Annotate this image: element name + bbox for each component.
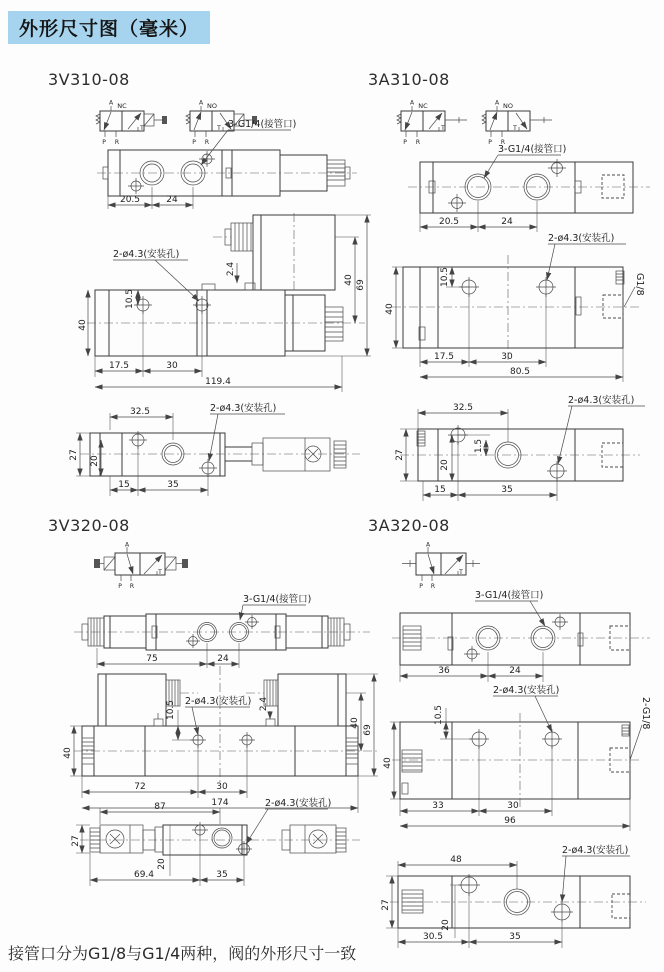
dim-label: 20: [441, 919, 451, 931]
dim-label: 27: [69, 449, 79, 461]
dim-label: 30: [501, 352, 513, 362]
dim-label: 15: [434, 485, 446, 495]
dim-label: 17.5: [108, 361, 130, 371]
dimensions: [385, 267, 623, 382]
port-a: A: [409, 99, 415, 107]
dim-label: 27: [381, 899, 391, 911]
callout-leader: [155, 260, 199, 301]
port-r: R: [430, 583, 436, 590]
dim-label: 69.4: [133, 870, 155, 880]
thread-leader: [624, 287, 635, 307]
dimensions: [383, 705, 630, 831]
model-label-3v320: 3V320-08: [48, 516, 130, 535]
dim-label: 20: [90, 455, 100, 467]
no-label: NO: [503, 102, 513, 110]
mounting-hole-callout: 2-ø4.3(安装孔): [210, 403, 277, 414]
dim-label: 72: [134, 782, 146, 792]
model-label-3a310: 3A310-08: [368, 70, 450, 89]
dim-label: 36: [438, 666, 450, 676]
dim-label: 30: [216, 782, 228, 792]
dim-label: 17.5: [433, 352, 455, 362]
dim-label: 20: [440, 459, 450, 471]
dim-label: 24: [509, 666, 521, 676]
port-a: A: [108, 99, 114, 107]
v310-bottom-view-drawing: [60, 393, 370, 508]
dim-label: 1.5: [474, 438, 484, 454]
centerlines: [392, 255, 640, 360]
centerlines: [392, 713, 640, 808]
mounting-hole-callout: 2-ø4.3(安装孔): [562, 845, 629, 856]
solenoid-icon: [104, 557, 115, 570]
right-coil: [278, 674, 346, 726]
no-label: NO: [207, 102, 217, 110]
dim-label: 27: [395, 449, 405, 461]
port-a: A: [425, 541, 431, 549]
port-t: T: [459, 569, 463, 576]
holes: [458, 874, 573, 923]
port-callout: 3-G1/4(接管口): [243, 594, 312, 605]
a320-bottom-view-drawing: [381, 845, 664, 965]
mounting-hole-callout: 2-ø4.3(安装孔): [113, 249, 180, 260]
mounting-hole-callout: 2-ø4.3(安装孔): [265, 798, 332, 809]
port-p: P: [488, 139, 492, 146]
dim-label: 24: [166, 195, 178, 205]
dim-label: 48: [450, 855, 462, 865]
dimensions-top: [398, 855, 517, 889]
dim-label: 24: [217, 654, 229, 664]
dim-label: 35: [501, 485, 513, 495]
a320-side-view-drawing: [383, 663, 664, 841]
thread-label: G1/8: [634, 273, 645, 296]
dim-label: 69: [356, 279, 366, 291]
solenoid-icon: [165, 557, 176, 570]
port-r: R: [204, 139, 210, 146]
dim-label: 32.5: [129, 407, 151, 417]
dim-label: 119.4: [205, 377, 231, 387]
holes: [448, 425, 567, 481]
dim-label: 40: [383, 757, 393, 769]
spring-icon: [482, 114, 486, 124]
dimensions: [381, 876, 562, 948]
thread-port: [402, 750, 422, 772]
callout-leader: [547, 244, 555, 280]
port-a: A: [124, 541, 130, 549]
footer-note: 接管口分为G1/8与G1/4两种，阀的外形尺寸一致: [8, 944, 357, 963]
port-t: T: [441, 125, 445, 132]
dimensions: [108, 187, 193, 209]
dim-label: 24: [501, 217, 513, 227]
dim-label: 10.5: [434, 704, 444, 726]
dim-label: 10.5: [166, 699, 176, 721]
port-holes: [186, 615, 259, 648]
dim-label: 33: [432, 801, 444, 811]
end-connector: [325, 307, 343, 341]
mounting-hole-callout: 2-ø4.3(安装孔): [185, 696, 252, 707]
dim-label: 20.5: [119, 195, 141, 205]
v320-side-view-drawing: [63, 658, 390, 816]
dimensions: [395, 403, 557, 501]
dim-label: 2.4: [259, 696, 269, 712]
thread-port-dashed: [612, 894, 630, 918]
callout-leader: [201, 130, 228, 165]
mounting-hole-callout: 2-ø4.3(安装孔): [548, 233, 615, 244]
dim-label: 27: [71, 835, 81, 847]
valve-body: [400, 613, 630, 665]
dimensions: [63, 674, 378, 813]
a310-side-view-drawing: [385, 225, 664, 390]
mounting-holes: [459, 277, 556, 297]
port-p: P: [192, 139, 196, 146]
port-r: R: [500, 139, 506, 146]
port-p: P: [102, 139, 106, 146]
port-a: A: [494, 99, 500, 107]
right-assembly: [282, 825, 346, 853]
thread-port-dashed: [602, 175, 624, 198]
screw-icon: [313, 834, 323, 844]
dim-label: 35: [509, 932, 521, 942]
holes: [192, 822, 252, 857]
a310-bottom-view-drawing: [390, 393, 664, 508]
dimensions-top: [100, 802, 220, 824]
port-p: P: [118, 583, 122, 590]
mounting-hole-callout: 2-ø4.3(安装孔): [493, 685, 560, 696]
dim-label: 80.5: [509, 367, 531, 377]
port-a: A: [198, 99, 204, 107]
valve-symbol: [94, 542, 188, 591]
valve-body: [403, 267, 623, 348]
spring-icon: [397, 114, 401, 124]
port-holes: [448, 159, 566, 212]
dim-label: 69: [363, 724, 373, 736]
callout-leader: [246, 809, 268, 844]
dim-label: 10.5: [125, 288, 135, 310]
callout-leader: [240, 605, 243, 620]
coil-plug: [225, 223, 253, 251]
mounting-hole-callout: 2-ø4.3(安装孔): [568, 395, 635, 406]
dim-label: 20: [157, 858, 167, 870]
port-callout: 3-G1/4(接管口): [475, 590, 544, 601]
dim-label: 10.5: [440, 266, 450, 288]
dim-label: 75: [146, 654, 158, 664]
dim-label: 32.5: [452, 403, 474, 413]
dim-label: 40: [344, 274, 354, 286]
thread-port: [402, 890, 423, 913]
dim-label: 40: [350, 717, 360, 729]
nc-label: NC: [117, 102, 127, 110]
valve-body: [90, 433, 252, 476]
valve-body: [400, 722, 630, 799]
left-coil: [98, 674, 166, 726]
dim-label: 30: [507, 801, 519, 811]
dim-label: 2.4: [226, 261, 236, 277]
port-t: T: [158, 569, 162, 576]
dim-label: 35: [167, 480, 179, 490]
port-r: R: [129, 583, 135, 590]
port-t: T: [217, 125, 221, 132]
pilot-assembly: [252, 438, 346, 471]
callout-leader: [535, 696, 552, 732]
valve-symbol: [402, 542, 480, 591]
port-p: P: [403, 139, 407, 146]
left-assembly: [90, 825, 163, 853]
dim-label: 35: [216, 870, 228, 880]
mounting-holes: [134, 296, 211, 314]
port-t: T: [513, 125, 517, 132]
port-callout: 3-G1/4(接管口): [228, 119, 297, 130]
screw-icon: [110, 834, 120, 844]
callout-leader: [484, 155, 498, 178]
dim-label: 96: [504, 816, 516, 826]
port-callout: 3-G1/4(接管口): [498, 144, 567, 155]
port-t: T: [140, 125, 144, 132]
dim-label: 15: [118, 480, 130, 490]
dimensions: [78, 215, 371, 392]
port-r: R: [114, 139, 120, 146]
dim-label: 174: [211, 798, 229, 808]
dim-label: 30: [166, 361, 178, 371]
v320-bottom-view-drawing: [60, 796, 380, 911]
port-p: P: [419, 583, 423, 590]
centerlines: [180, 666, 264, 783]
v310-top-view-drawing: [95, 113, 365, 213]
a320-valve-symbol: [390, 536, 520, 590]
v310-side-view-drawing: [78, 213, 385, 405]
port-r: R: [415, 139, 421, 146]
nc-label: NC: [418, 102, 428, 110]
port-holes: [128, 151, 215, 194]
dim-label: 20.5: [438, 217, 460, 227]
model-label-3a320: 3A320-08: [368, 516, 450, 535]
dim-label: 40: [63, 747, 73, 759]
callout-leader: [192, 707, 198, 735]
model-label-3v310: 3V310-08: [48, 70, 130, 89]
mounting-holes: [469, 729, 562, 749]
page-title: 外形尺寸图（毫米）: [8, 11, 210, 44]
pilot-port: [622, 725, 629, 736]
dim-label: 40: [385, 303, 395, 315]
mounting-holes: [190, 732, 255, 748]
dim-label: 87: [154, 802, 166, 812]
callout-leader: [562, 856, 566, 902]
v320-valve-symbol: [80, 536, 220, 590]
thread-label: 2-G1/8: [640, 697, 651, 730]
thread-leader: [630, 725, 642, 760]
dim-label: 40: [78, 319, 88, 331]
dim-label: 30.5: [422, 932, 444, 942]
thread-port-dashed: [603, 295, 623, 318]
